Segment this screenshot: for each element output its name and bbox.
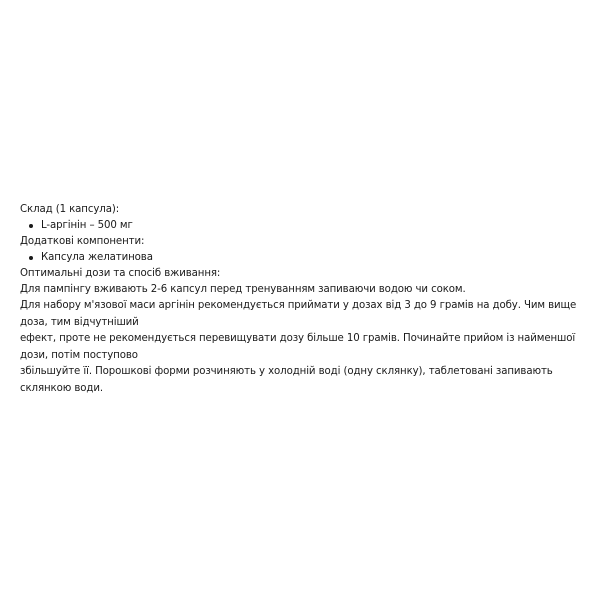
dosage-heading: Оптимальні дози та спосіб вживання: — [20, 268, 221, 279]
muscle-mass-paragraph — [20, 298, 592, 397]
list-item-text: Капсула желатинова — [41, 252, 153, 263]
composition-heading: Склад (1 капсула): — [20, 204, 120, 215]
additional-components-heading: Додаткові компоненти: — [20, 236, 145, 247]
paragraph-line: ефект, проте не рекомендується перевищувати дозу більше 10 грамів. Починайте прийом із найменшої дози, потім поступово — [20, 333, 576, 361]
paragraph-line: Для набору м'язової маси аргінін рекомендується приймати у дозах від 3 до 9 грамів на добу. Чим вище доза, тим відчутніший — [20, 300, 577, 328]
bullet-icon — [29, 256, 33, 260]
list-item — [20, 250, 592, 266]
pumping-paragraph: Для пампінгу вживають 2-6 капсул перед тренуванням запиваючи водою чи соком. — [20, 284, 466, 295]
list-item-text: L-аргінін – 500 мг — [41, 220, 133, 231]
additional-components-list — [20, 250, 592, 266]
paragraph-line: збільшуйте її. Порошкові форми розчиняють у холодній воді (одну склянку), таблетовані запивають склянкою води. — [20, 366, 553, 394]
composition-list — [20, 218, 592, 234]
bullet-icon — [29, 224, 33, 228]
product-description — [20, 202, 592, 397]
list-item — [20, 218, 592, 234]
